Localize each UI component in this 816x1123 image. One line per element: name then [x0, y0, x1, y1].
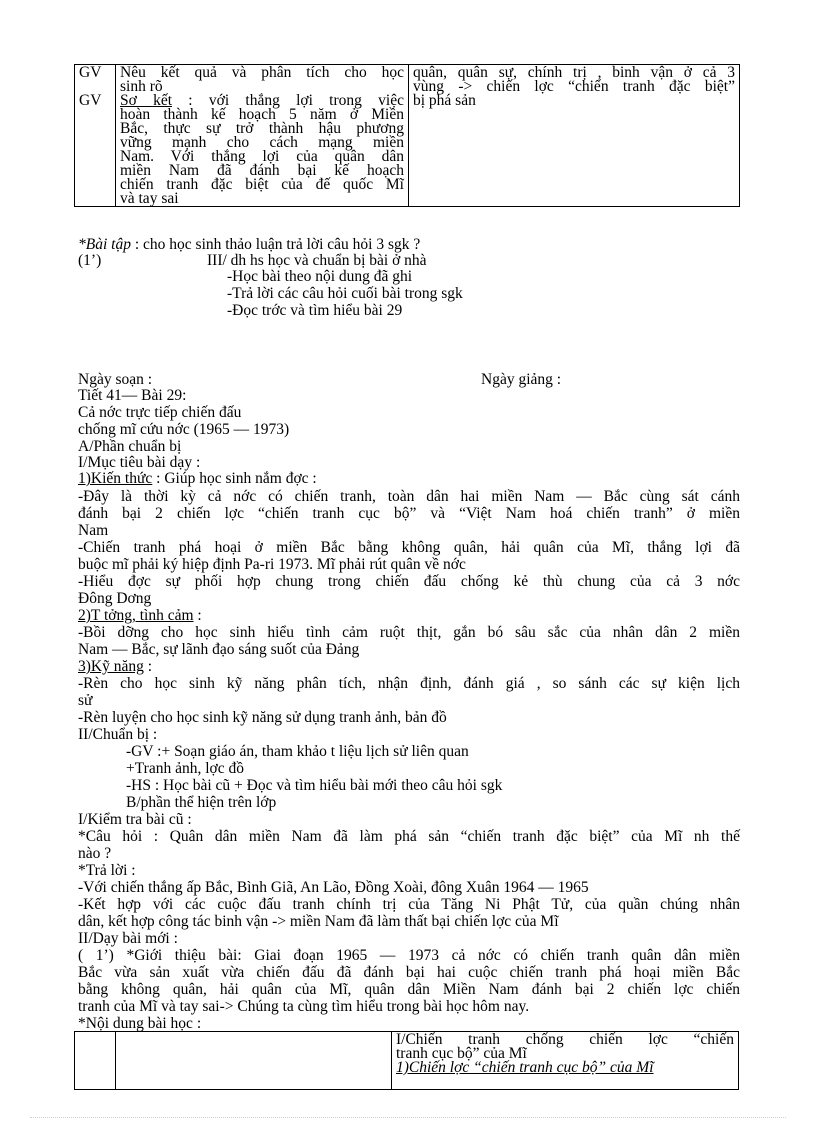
skill-heading: 3)Kỹ năng [78, 658, 144, 675]
homework-line: *Bài tập : cho học sinh thảo luận trả lời câu hỏi 3 sgk ? [78, 236, 421, 253]
body-text: buộc mĩ phải ký hiệp định Pa-ri 1973. Mĩ phải rút quân về nớc [78, 556, 466, 573]
homework-heading: III/ dh hs học và chuẩn bị bài ở nhà [207, 252, 427, 269]
body-text: Nam [78, 522, 109, 539]
activity-cell [116, 65, 409, 207]
lesson-title: chống mĩ cứu nớc (1965 — 1973) [78, 421, 290, 438]
cell-text: Nêu kết quả và phân tích cho học [120, 64, 404, 81]
body-text: -Với chiến thắng ấp Bắc, Bình Giã, An Lão, Đồng Xoài, đông Xuân 1964 — 1965 [78, 879, 589, 896]
section-a-heading: A/Phần chuẩn bị [78, 438, 182, 455]
body-text: dân, kết hợp công tác binh vận -> miền Nam đã làm thất bại chiến lợc của Mĩ [78, 913, 559, 930]
body-text: -Rèn luyện cho học sinh kỹ năng sử dụng tranh ảnh, bản đồ [78, 709, 447, 726]
skill-line: 3)Kỹ năng : [78, 658, 153, 675]
sentiment-heading: 2)T tởng, tình cảm [78, 607, 194, 624]
body-text: -Kết hợp với các cuộc đấu tranh chính trị của Tăng Ni Phật Tử, của quần chúng nhân [78, 896, 740, 913]
cell-text: quân, quân sự, chính trị , binh vận ở cả 3 [413, 64, 735, 81]
cell-text: tranh cục bộ” của Mĩ [396, 1045, 527, 1062]
body-text: sử [78, 692, 93, 709]
activity-cell [116, 1032, 392, 1090]
cell-text: Nam. Với thắng lợi của quân dân [120, 148, 404, 165]
homework-item: -Học bài theo nội dung đã ghi [227, 268, 413, 285]
homework-label: *Bài tập [78, 236, 131, 253]
body-text: ( 1’) *Giới thiệu bài: Giai đoạn 1965 — 1973 cả nớc có chiến tranh quân dân miền [78, 947, 740, 964]
body-text: -Đây là thời kỳ cả nớc có chiến tranh, toàn dân hai miền Nam — Bắc cùng sát cánh [78, 488, 740, 505]
knowledge-heading: 1)Kiến thức [78, 470, 153, 487]
content-cell [409, 65, 740, 207]
lesson-table-bottom [74, 1031, 739, 1090]
homework-item: -Đọc trớc và tìm hiểu bài 29 [227, 302, 403, 319]
cell-text: miền Nam đã đánh bại kế hoạch [120, 162, 404, 179]
objectives-heading: I/Mục tiêu bài dạy : [78, 454, 201, 471]
lesson-title: Cả nớc trực tiếp chiến đấu [78, 404, 242, 421]
sentiment-line: 2)T tởng, tình cảm : [78, 607, 202, 624]
check-heading: I/Kiểm tra bài cũ : [78, 811, 192, 828]
cell-text: vững mạnh cho cách mạng miền [120, 134, 404, 151]
body-text: -HS : Học bài cũ + Đọc và tìm hiểu bài mới theo câu hỏi sgk [126, 777, 503, 794]
cell-text: Sơ kết : với thắng lợi trong việc [120, 92, 404, 109]
body-text: *Câu hỏi : Quân dân miền Nam đã làm phá sản “chiến tranh đặc biệt” của Mĩ nh thế [78, 828, 740, 845]
answer-heading: *Trả lời : [78, 862, 136, 879]
cell-text: I/Chiến tranh chống chiến lợc “chiến [396, 1031, 734, 1048]
homework-item: -Trả lời các câu hỏi cuối bài trong sgk [227, 285, 463, 302]
cell-text: vùng -> chiến lợc “chiến tranh đặc biệt” [413, 78, 735, 95]
body-text: -Chiến tranh phá hoại ở miền Bắc bằng không quân, hải quân của Mĩ, thắng lợi đã [78, 539, 740, 556]
body-text: nào ? [78, 845, 112, 862]
role-cell [75, 65, 116, 207]
body-text: -Hiểu đợc sự phối hợp chung trong chiến đấu chống kẻ thù chung của cả 3 nớc [78, 573, 740, 590]
content-heading: *Nội dung bài học : [78, 1015, 202, 1032]
body-text: đánh bại 2 chiến lợc “chiến tranh cục bộ” và “Việt Nam hoá chiến tranh” ở miền [78, 505, 740, 522]
cell-text: và tay sai [120, 190, 179, 207]
prep-heading: II/Chuẩn bị : [78, 726, 158, 743]
page-bottom-divider [30, 1117, 786, 1118]
summary-heading: Sơ kết [120, 92, 173, 109]
cell-text: bị phá sản [413, 92, 476, 109]
body-text: -Rèn cho học sinh kỹ năng phân tích, nhận định, đánh giá , so sánh các sự kiện lịch [78, 675, 740, 692]
homework-time: (1’) [78, 252, 102, 269]
body-text: Nam — Bắc, sự lãnh đạo sáng suốt của Đảng [78, 641, 360, 658]
table-row [75, 1032, 739, 1090]
cell-text: chiến tranh đặc biệt của đế quốc Mĩ [120, 176, 404, 193]
body-text: -Bồi dỡng cho học sinh hiểu tình cảm ruột thịt, gắn bó sâu sắc của nhân dân 2 miền [78, 624, 740, 641]
content-cell [392, 1032, 739, 1090]
role-cell [75, 1032, 116, 1090]
role-label: GV [79, 64, 102, 81]
cell-text: 1)Chiến lợc “chiến tranh cục bộ” của Mĩ [396, 1059, 654, 1076]
body-text: -GV :+ Soạn giáo án, tham khảo t liệu lịch sử liên quan [126, 743, 469, 760]
body-text: Bắc vừa sản xuất vừa chiến đấu đã đánh bại hai cuộc chiến tranh phá hoại miền Bắc [78, 964, 740, 981]
table-row [75, 65, 740, 207]
period-title: Tiết 41— Bài 29: [78, 387, 187, 404]
role-label: GV [79, 92, 102, 109]
body-text: Đông Dơng [78, 590, 152, 607]
body-text: bằng không quân, hải quân của Mĩ, quân dân Miền Nam đánh bại 2 chiến lợc chiến [78, 981, 740, 998]
new-lesson-heading: II/Dạy bài mới : [78, 930, 178, 947]
cell-text: sinh rõ [120, 78, 163, 95]
lesson-table-top [74, 64, 740, 207]
body-text: tranh của Mĩ và tay sai-> Chúng ta cùng tìm hiểu trong bài học hôm nay. [78, 998, 530, 1015]
teach-date: Ngày giảng : [481, 371, 562, 388]
prep-date: Ngày soạn : [78, 371, 153, 388]
knowledge-line: 1)Kiến thức : Giúp học sinh nắm đợc : [78, 470, 317, 487]
cell-text: Bắc, thực sự trở thành hậu phương [120, 120, 404, 137]
cell-text: hoàn thành kế hoạch 5 năm ở Miền [120, 106, 404, 123]
section-b-heading: B/phần thể hiện trên lớp [126, 794, 277, 811]
body-text: +Tranh ảnh, lợc đồ [126, 760, 244, 777]
